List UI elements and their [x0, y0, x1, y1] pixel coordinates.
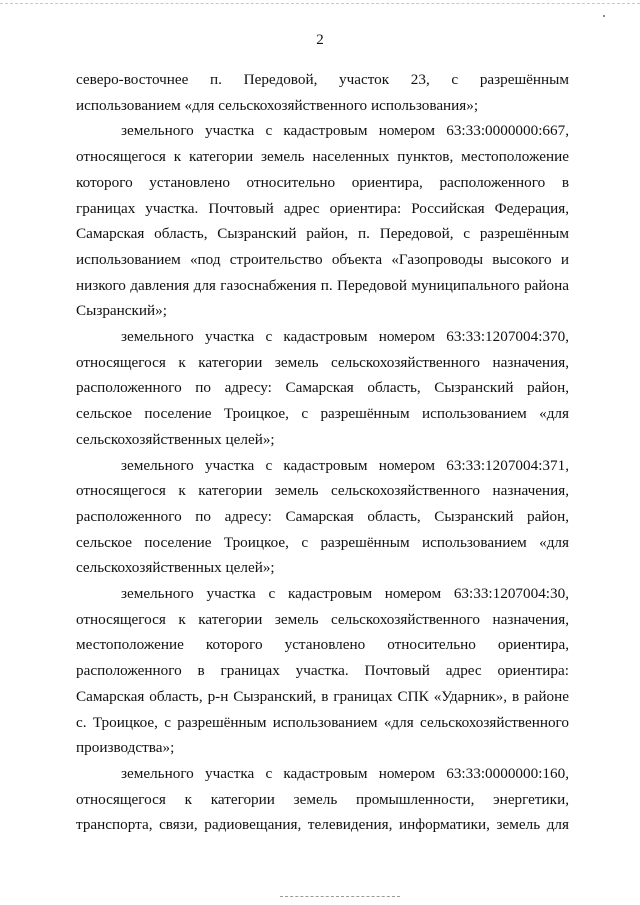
text-line: расположенного в границах участка. Почтовый адрес ориентира: [76, 662, 569, 680]
text-line: относящегося к категории земель населенных пунктов, местоположение [76, 148, 569, 166]
scan-speck [603, 15, 605, 17]
text-line: производства»; [76, 739, 175, 757]
text-line: сельское поселение Троицкое, с разрешённым использованием «для [76, 533, 569, 551]
text-line: с. Троицкое, с разрешённым использованием «для сельскохозяйственного [76, 713, 569, 731]
scan-top-edge [0, 3, 640, 4]
text-line: Сызранский»; [76, 302, 167, 320]
text-line: местоположение которого установлено относительно ориентира, [76, 636, 569, 654]
text-line: относящегося к категории земель промышленности, энергетики, [76, 790, 569, 808]
text-line: Самарская область, Сызранский район, п. Передовой, с разрешённым [76, 225, 569, 243]
text-line: Самарская область, р-н Сызранский, в границах СПК «Ударник», в районе [76, 687, 569, 705]
text-line: относящегося к категории земель сельскохозяйственного назначения, [76, 353, 569, 371]
text-line: использованием «под строительство объекта «Газопроводы высокого и [76, 250, 569, 268]
text-line: расположенного по адресу: Самарская область, Сызранский район, [76, 379, 569, 397]
paragraph-land-plot-370 [76, 324, 569, 453]
text-line: сельскохозяйственных целей»; [76, 559, 275, 577]
text-line: земельного участка с кадастровым номером 63:33:1207004:370, [121, 328, 569, 346]
text-line: земельного участка с кадастровым номером 63:33:1207004:371, [121, 456, 569, 474]
paragraph-land-plot-30 [76, 581, 569, 761]
paragraph-land-plot-160 [76, 761, 569, 838]
paragraph-land-plot-667 [76, 118, 569, 324]
text-line: земельного участка с кадастровым номером 63:33:0000000:667, [121, 122, 569, 140]
scan-bottom-edge [280, 896, 400, 897]
text-line: транспорта, связи, радиовещания, телевидения, информатики, земель для [76, 816, 569, 834]
paragraph-land-plot-371 [76, 453, 569, 582]
text-line: северо-восточнее п. Передовой, участок 23, с разрешённым [76, 71, 569, 88]
text-line: сельское поселение Троицкое, с разрешённым использованием «для [76, 405, 569, 423]
text-line: земельного участка с кадастровым номером 63:33:0000000:160, [121, 764, 569, 782]
text-line: использованием «для сельскохозяйственного использования»; [76, 96, 479, 114]
text-line: сельскохозяйственных целей»; [76, 430, 275, 448]
text-line: границах участка. Почтовый адрес ориентира: Российская Федерация, [76, 199, 569, 217]
text-line: которого установлено относительно ориентира, расположенного в [76, 173, 569, 191]
text-line: низкого давления для газоснабжения п. Передовой муниципального района [76, 276, 569, 294]
text-line: земельного участка с кадастровым номером 63:33:1207004:30, [121, 585, 569, 603]
paragraph-continuation [76, 67, 569, 118]
text-line: расположенного по адресу: Самарская область, Сызранский район, [76, 507, 569, 525]
text-line: относящегося к категории земель сельскохозяйственного назначения, [76, 482, 569, 500]
document-body [76, 67, 569, 838]
page-number: 2 [316, 32, 324, 48]
text-line: относящегося к категории земель сельскохозяйственного назначения, [76, 610, 569, 628]
